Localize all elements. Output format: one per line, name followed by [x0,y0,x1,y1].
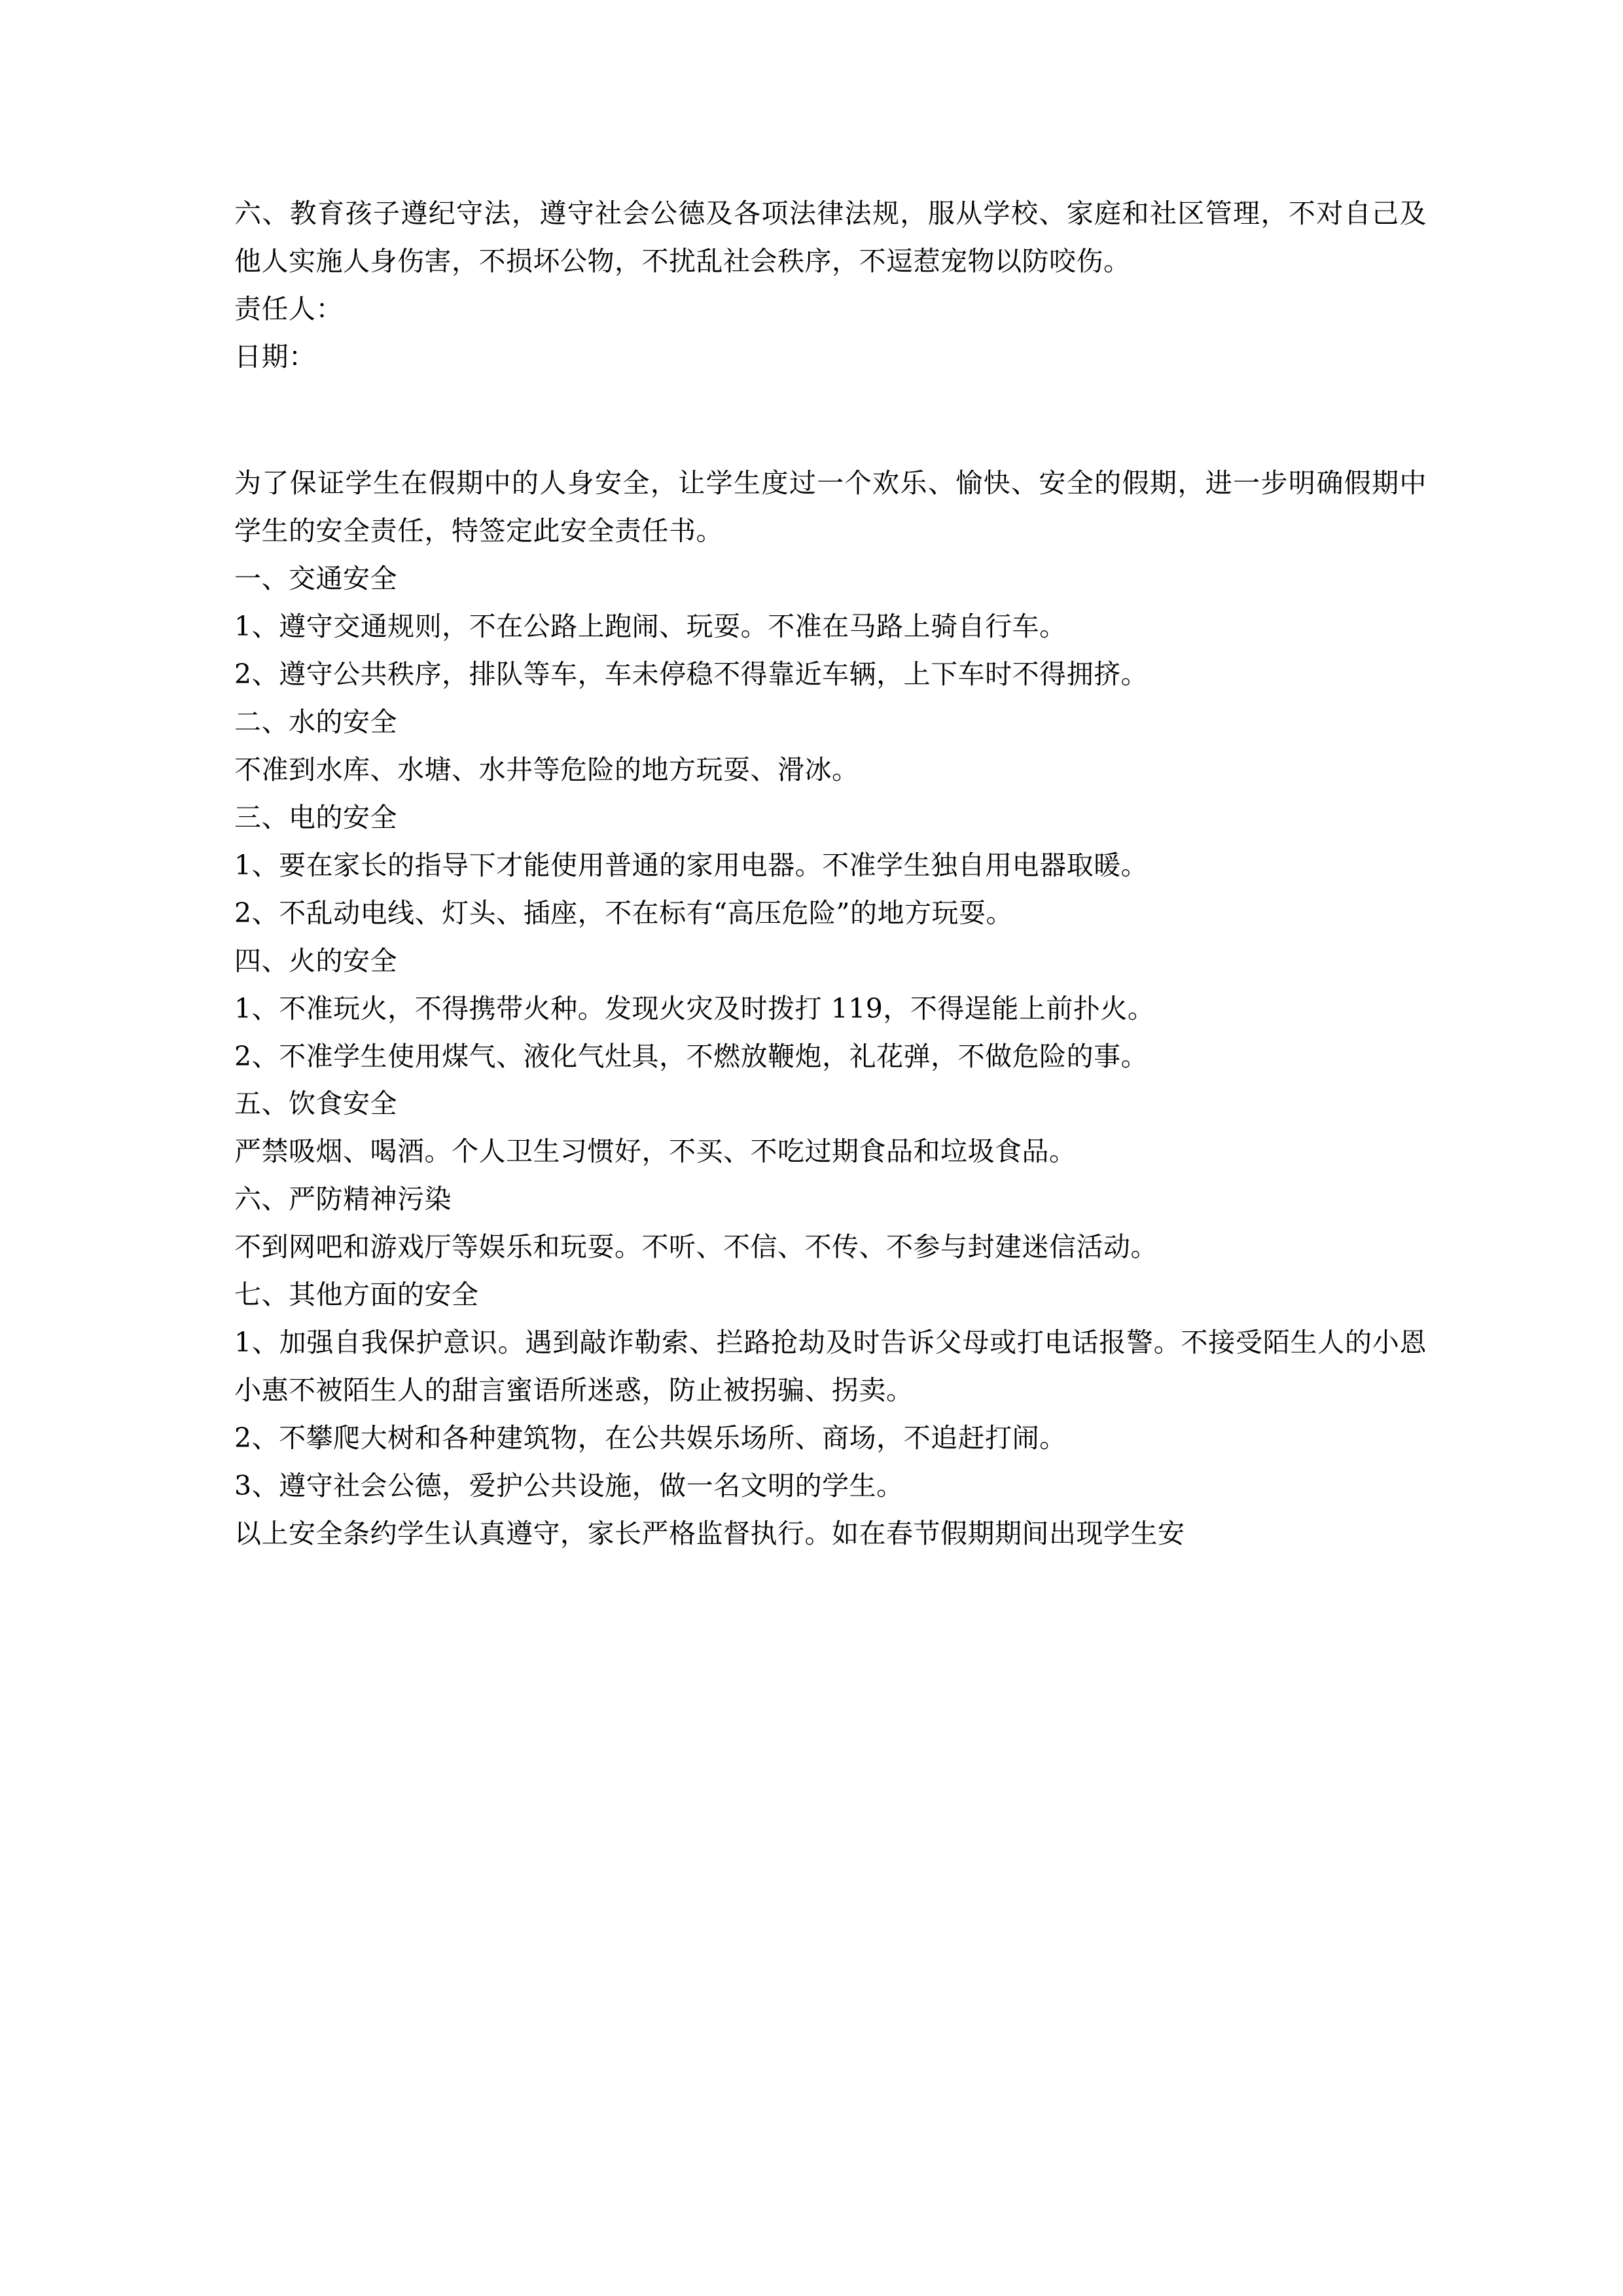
heading-section-1: 一、交通安全 [234,562,397,594]
paragraph-section-2-item-1: 不准到水库、水塘、水井等危险的地方玩耍、滑冰。 [234,753,859,785]
heading-section-3: 三、电的安全 [234,801,397,833]
heading-section-5: 五、饮食安全 [234,1088,397,1120]
paragraph-responsible-person: 责任人： [234,293,343,325]
paragraph-section-1-item-2: 2、遵守公共秩序，排队等车，车未停稳不得靠近车辆，上下车时不得拥挤。 [234,658,1149,690]
paragraph-item-six-top: 六、教育孩子遵纪守法，遵守社会公德及各项法律法规，服从学校、家庭和社区管理，不对自己及他人实施人身伤害，不损坏公物，不扰乱社会秩序，不逗惹宠物以防咬伤。 [234,198,1427,277]
document-body [234,190,1427,1558]
heading-section-7: 七、其他方面的安全 [234,1279,479,1311]
paragraph-section-3-item-1: 1、要在家长的指导下才能使用普通的家用电器。不准学生独自用电器取暖。 [234,849,1149,881]
paragraph-section-7-item-2: 2、不攀爬大树和各种建筑物，在公共娱乐场所、商场，不追赶打闹。 [234,1422,1067,1454]
heading-section-6: 六、严防精神污染 [234,1183,452,1215]
paragraph-section-4-item-1: 1、不准玩火，不得携带火种。发现火灾及时拨打 119，不得逞能上前扑火。 [234,992,1155,1024]
paragraph-section-3-item-2: 2、不乱动电线、灯头、插座，不在标有“高压危险”的地方玩耍。 [234,897,1014,929]
heading-section-2: 二、水的安全 [234,706,397,738]
paragraph-section-6-item-1: 不到网吧和游戏厅等娱乐和玩耍。不听、不信、不传、不参与封建迷信活动。 [234,1231,1158,1263]
paragraph-closing: 以上安全条约学生认真遵守，家长严格监督执行。如在春节假期期间出现学生安 [234,1518,1185,1550]
paragraph-section-1-item-1: 1、遵守交通规则，不在公路上跑闹、玩耍。不准在马路上骑自行车。 [234,610,1067,642]
paragraph-section-7-item-3: 3、遵守社会公德，爱护公共设施，做一名文明的学生。 [234,1470,904,1502]
paragraph-section-4-item-2: 2、不准学生使用煤气、液化气灶具，不燃放鞭炮，礼花弹，不做危险的事。 [234,1040,1149,1072]
paragraph-section-5-item-1: 严禁吸烟、喝酒。个人卫生习惯好，不买、不吃过期食品和垃圾食品。 [234,1136,1077,1168]
paragraph-section-7-item-1: 1、加强自我保护意识。遇到敲诈勒索、拦路抢劫及时告诉父母或打电话报警。不接受陌生人的小恩小惠不被陌生人的甜言蜜语所迷惑，防止被拐骗、拐卖。 [234,1327,1427,1407]
paragraph-intro: 为了保证学生在假期中的人身安全，让学生度过一个欢乐、愉快、安全的假期，进一步明确假期中学生的安全责任，特签定此安全责任书。 [234,467,1427,547]
paragraph-date: 日期： [234,340,316,372]
heading-section-4: 四、火的安全 [234,944,397,977]
paragraph-gap [234,381,1427,459]
